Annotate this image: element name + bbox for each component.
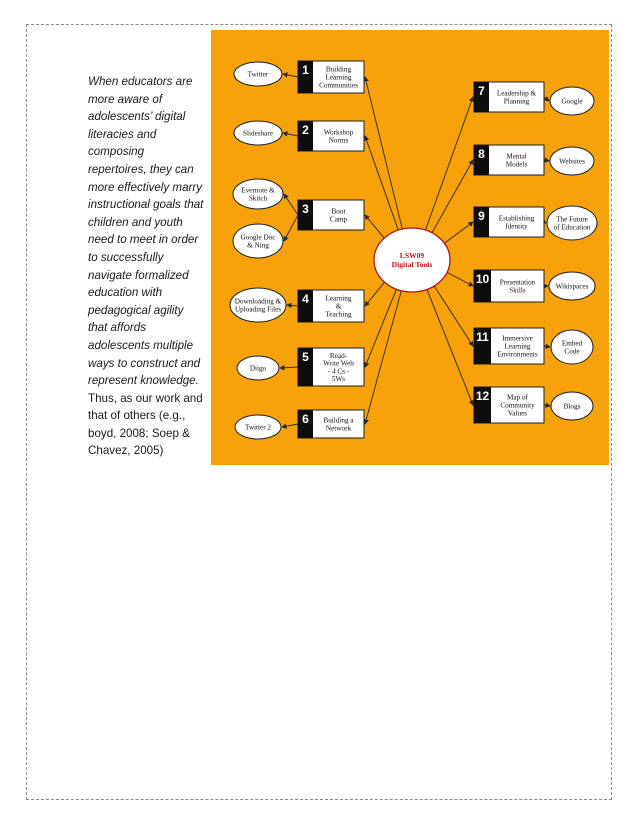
topic-box-2-label-line: Workshop [323,128,354,137]
topic-box-6-number: 6 [302,412,309,426]
tool-oval-right-3-label [554,216,591,232]
mindmap-figure [211,30,609,465]
topic-box-9-label-line: Establishing [498,214,535,223]
topic-box-8-number: 8 [478,147,485,161]
topic-box-6-label-line: Building a [323,416,354,425]
topic-box-11-label-line: Immersive [502,334,533,343]
topic-box-4-label-line: Learning [325,294,352,303]
topic-box-6-label-line: Network [325,424,352,433]
tool-oval-left-6-label-line: Diigo [249,364,267,373]
topic-box-3-label [330,208,348,224]
body-paragraph [88,73,204,460]
topic-box-5-number: 5 [302,350,309,364]
tool-oval-right-6-label-line: Blogs [563,402,581,411]
topic-box-7-label-line: Planning [503,97,530,106]
topic-box-12-number: 12 [475,389,490,403]
tool-oval-right-1-label [561,98,582,106]
plain-text: Thus, as our work and that of others (e.g., boyd, 2008; Soep & Chavez, 2005) [88,391,203,458]
italic-quote: When educators are more aware of adolescents’ digital literacies and composing repertoires, they can more effectively marry instructional goals that children and youth need to meet in order to successfully navigate formalized education with pedagogical agility that affords adolescents multiple ways to construct and represent knowledge. [88,75,204,388]
topic-box-4-label-line: & [335,302,342,311]
tool-oval-left-5-label-line: Uploading Files [234,305,282,314]
tool-oval-right-3-label-line: The Future [556,215,588,224]
tool-oval-left-3-label-line: Skitch [248,194,268,203]
topic-box-1-label-line: Learning [325,73,352,82]
tool-oval-left-1-label-line: Twitter [247,70,269,79]
tool-oval-left-1-label [248,71,269,79]
topic-box-2-number: 2 [302,123,309,137]
topic-box-5-label-line: Write Web [323,359,354,368]
topic-box-12-label-line: Values [507,409,528,418]
topic-box-6-label [323,417,354,433]
tool-oval-right-1-label-line: Google [561,97,583,106]
topic-box-8-label-line: Models [505,160,528,169]
topic-box-2-label-line: Norms [328,136,349,145]
tool-oval-left-3-label-line: Evernote & [241,186,275,195]
topic-box-7-number: 7 [478,84,485,98]
topic-box-7-label-line: Leadership & [496,89,537,98]
tool-oval-right-6-label [564,403,581,411]
center-node-label-line: LSW09 [399,251,425,260]
tool-oval-right-2-label [559,158,585,166]
topic-box-11-label-line: Learning [504,342,531,351]
topic-box-10-label-line: Skills [509,286,526,295]
topic-box-1-label-line: Building [325,65,352,74]
mindmap-svg [211,30,609,465]
tool-oval-left-7-label [245,424,271,432]
topic-box-3-label-line: Camp [329,215,348,224]
topic-box-1-label-line: Communities [319,81,358,90]
topic-box-4-number: 4 [302,292,309,306]
tool-oval-left-5-label [235,298,282,314]
topic-box-11-label-line: Environments [497,350,538,359]
tool-oval-left-6-label [250,365,267,373]
tool-oval-right-4-label [556,283,589,291]
tool-oval-right-3-label-line: of Education [553,223,591,232]
tool-oval-right-4-label-line: Wikispaces [555,282,589,291]
topic-box-5-label-line: Read- [329,351,348,360]
topic-box-9-label-line: Identity [505,222,528,231]
topic-box-3-number: 3 [302,202,309,216]
topic-box-9-number: 9 [478,209,485,223]
topic-box-8-label [506,153,528,169]
tool-oval-right-2-label-line: Websites [559,157,585,166]
topic-box-12-label-line: Community [500,401,535,410]
topic-box-10-number: 10 [475,272,490,286]
topic-box-11-number: 11 [476,330,489,344]
topic-box-12-label-line: Map of [507,393,528,402]
tool-oval-left-5-label-line: Downloading & [234,297,282,306]
topic-box-5-label-line: 5Ws [331,375,346,384]
topic-box-5-label-line: - 4 Cs - [327,367,350,376]
center-node-label-line: Digital Tools [391,260,433,269]
topic-box-10-label-line: Presentation [499,278,536,287]
tool-oval-left-7-label-line: Twitter 2 [244,423,272,432]
tool-oval-left-4-label-line: & Ning [247,241,269,250]
topic-box-3-label-line: Boot [331,207,346,216]
tool-oval-left-4-label-line: Google Doc [240,233,276,242]
topic-box-4-label-line: Teaching [325,310,352,319]
tool-oval-right-5-label-line: Code [564,347,580,356]
tool-oval-left-2-label-line: Slideshare [243,129,273,138]
tool-oval-right-5-label-line: Embed [561,339,583,348]
topic-box-1-number: 1 [302,63,309,77]
tool-oval-right-5-label [562,340,583,356]
topic-box-8-label-line: Mental [506,152,527,161]
tool-oval-left-2-label [243,130,273,138]
